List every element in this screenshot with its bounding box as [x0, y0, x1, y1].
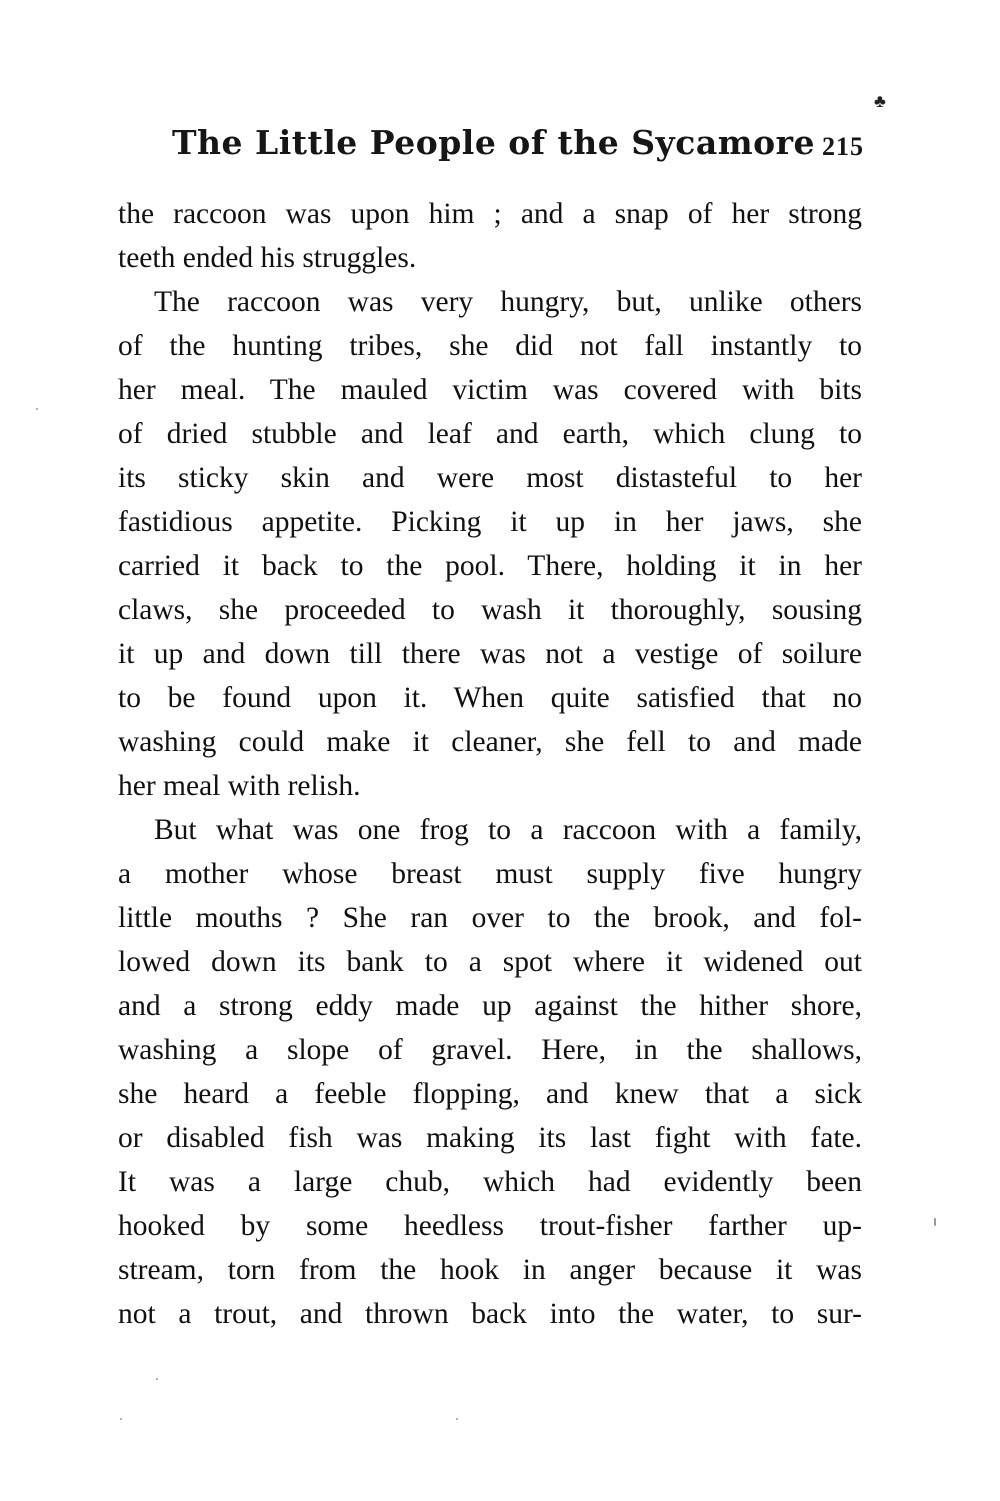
text-line: lowed down its bank to a spot where it widened out [118, 946, 862, 978]
text-line: washing could make it cleaner, she fell to and made [118, 726, 862, 758]
print-speck [120, 1418, 122, 1420]
text-line: But what was one frog to a raccoon with a family, [154, 814, 862, 846]
running-head [172, 118, 864, 178]
text-line: her meal with relish. [118, 770, 361, 802]
text-line: hooked by some heedless trout-fisher farther up- [118, 1210, 862, 1242]
text-line: its sticky skin and were most distasteful to her [118, 462, 862, 494]
text-line: she heard a feeble flopping, and knew that a sick [118, 1078, 862, 1110]
text-line: and a strong eddy made up against the hither shore, [118, 990, 862, 1022]
text-line: of the hunting tribes, she did not fall instantly to [118, 330, 862, 362]
print-speck [36, 408, 38, 410]
text-line: not a trout, and thrown back into the water, to sur- [118, 1298, 862, 1330]
text-line: washing a slope of gravel. Here, in the shallows, [118, 1034, 862, 1066]
text-line: a mother whose breast must supply five hungry [118, 858, 862, 890]
text-line: or disabled fish was making its last fight with fate. [118, 1122, 862, 1154]
text-line: fastidious appetite. Picking it up in her jaws, she [118, 506, 862, 538]
text-line: teeth ended his struggles. [118, 242, 417, 274]
body-text [118, 192, 862, 1336]
print-speck [156, 1378, 158, 1380]
text-line: of dried stubble and leaf and earth, which clung to [118, 418, 862, 450]
text-line: it up and down till there was not a vestige of soilure [118, 638, 862, 670]
text-line: the raccoon was upon him ; and a snap of her strong [118, 198, 862, 230]
text-line: little mouths ? She ran over to the brook, and fol- [118, 902, 862, 934]
text-line: It was a large chub, which had evidently been [118, 1166, 862, 1198]
text-line: stream, torn from the hook in anger because it was [118, 1254, 862, 1286]
text-line: to be found upon it. When quite satisfied that no [118, 682, 862, 714]
page-number: 215 [822, 132, 864, 161]
text-line: claws, she proceeded to wash it thoroughly, sousing [118, 594, 862, 626]
printer-mark-icon: ♣ [874, 91, 886, 111]
running-title: The Little People of the Sycamore [172, 123, 816, 162]
print-speck [934, 1218, 936, 1226]
print-speck [456, 1418, 458, 1420]
text-line: carried it back to the pool. There, holding it in her [118, 550, 862, 582]
text-line: The raccoon was very hungry, but, unlike others [154, 286, 862, 318]
text-line: her meal. The mauled victim was covered with bits [118, 374, 862, 406]
